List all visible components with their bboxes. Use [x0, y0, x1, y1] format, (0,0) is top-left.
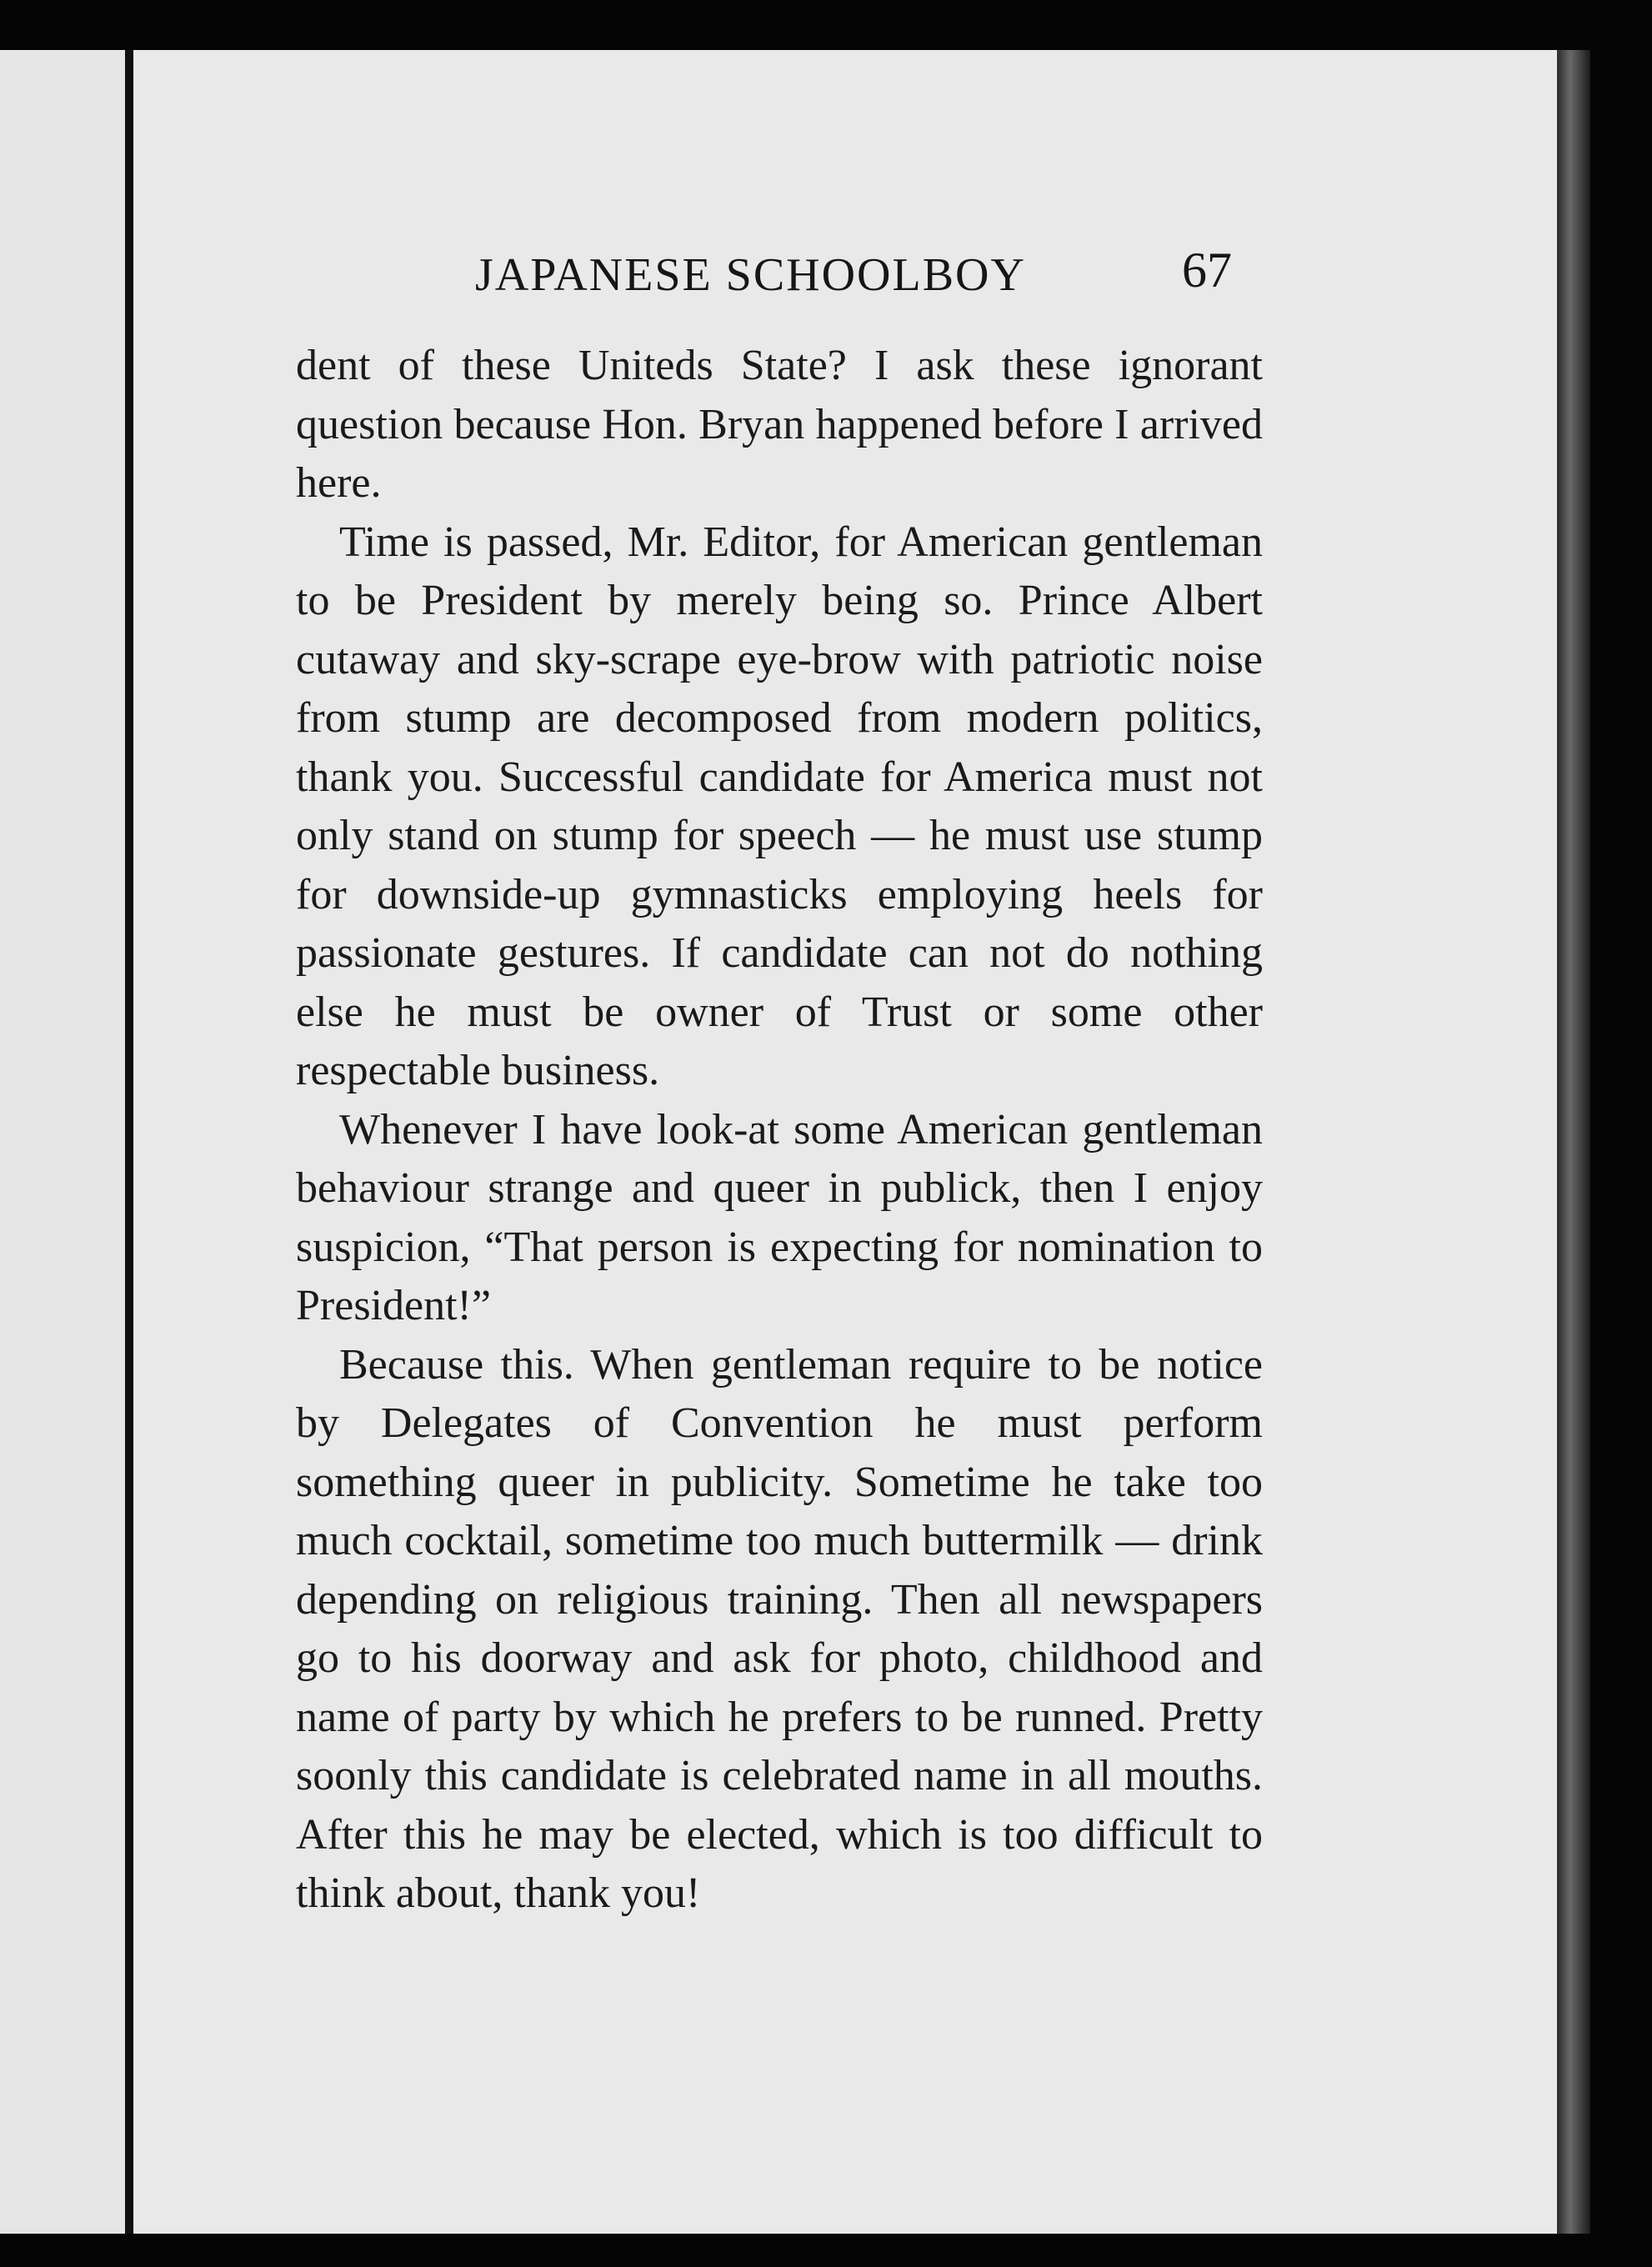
paragraph: Because this. When gentleman require to be notice by Delegates of Convention he must perform something queer in publicity. Sometime he take too much cocktail, sometime too much buttermilk — drink depending on religious training. Then all newspapers go to his doorway and ask for photo, childhood and name of party by which he prefers to be runned. Pretty soonly this candidate is celebrated name in all mouths. After this he may be elected, which is too difficult to think about, thank you! — [296, 1340, 1263, 1917]
body-text — [296, 337, 1263, 1924]
facing-page-edge — [0, 50, 125, 2234]
page-number: 67 — [1182, 243, 1232, 298]
paragraph: Time is passed, Mr. Editor, for American gentleman to be President by merely being so. Prince Albert cutaway and sky-scrape eye-brow with patriotic noise from stump are decomposed from modern politics, thank you. Successful candidate for America must not only stand on stump for speech — he must use stump for downside-up gymnasticks employing heels for passionate gestures. If candidate can not do nothing else he must be owner of Trust or some other respectable business. — [296, 518, 1263, 1094]
page-edge-shadow — [1557, 50, 1590, 2234]
paragraph: dent of these Uniteds State? I ask these ignorant question because Hon. Bryan happened before I arrived here. — [296, 342, 1263, 507]
paragraph: Whenever I have look-at some American gentleman behaviour strange and queer in publick, then I enjoy suspicion, “That person is expecting for nomination to President!” — [296, 1105, 1263, 1329]
running-head: JAPANESE SCHOOLBOY — [475, 249, 1026, 301]
gutter-shadow — [125, 50, 132, 2234]
